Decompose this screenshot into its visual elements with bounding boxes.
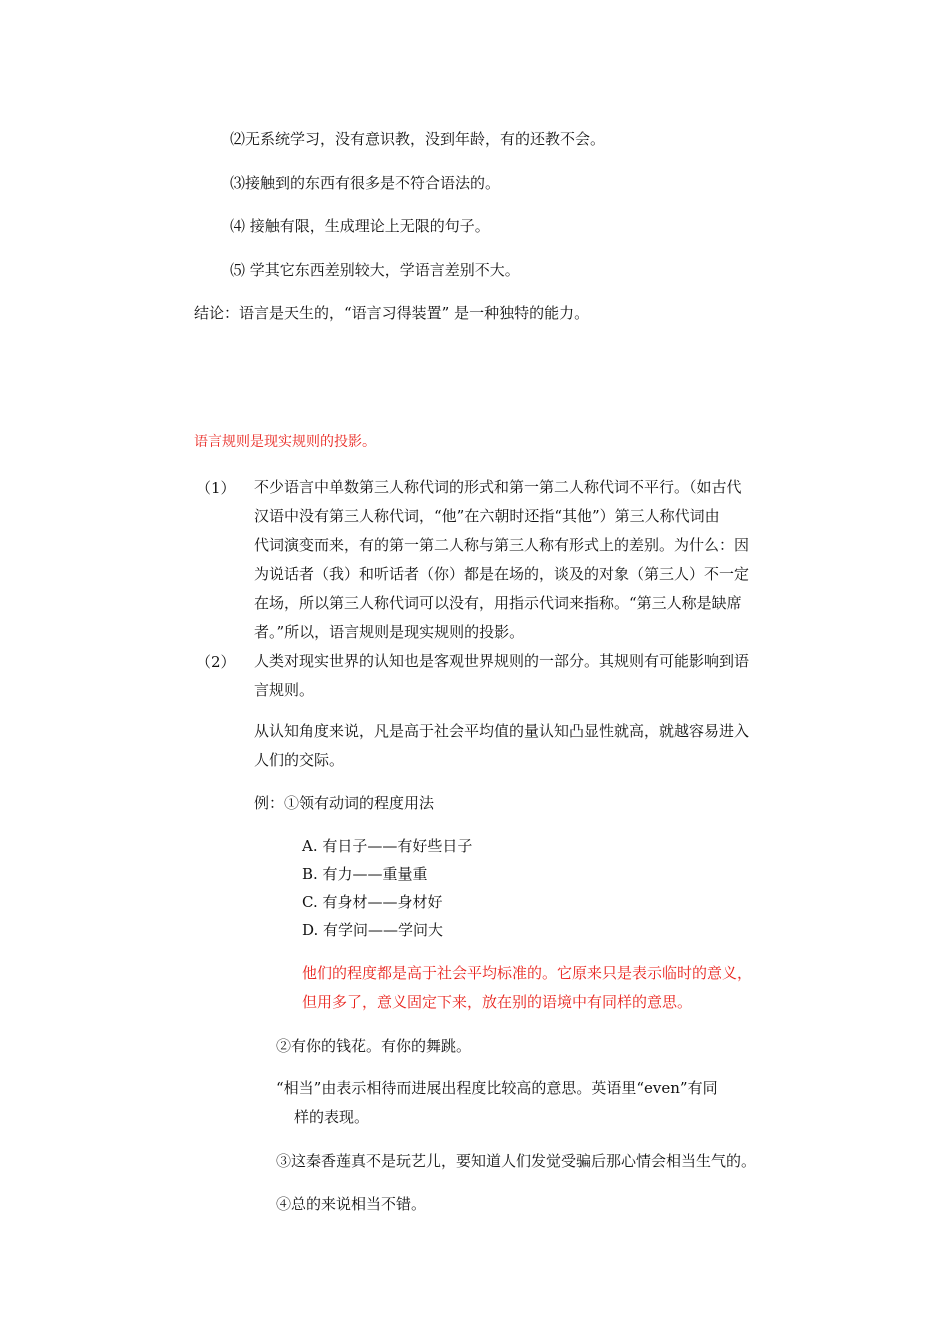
example-4: ④总的来说相当不错。 — [276, 1195, 427, 1213]
example-2: ②有你的钱花。有你的舞跳。 — [276, 1037, 472, 1055]
point-1-paragraph — [254, 473, 749, 647]
red-note-line: 他们的程度都是高于社会平均标准的。它原来只是表示临时的意义， — [302, 964, 753, 982]
option-a: A. 有日子——有好些日子 — [302, 837, 473, 855]
point-2-number: （2） — [196, 653, 236, 671]
conclusion: 结论：语言是天生的，“语言习得装置” 是一种独特的能力。 — [194, 304, 590, 322]
list-item-4: ⑷ 接触有限，生成理论上无限的句子。 — [230, 217, 490, 235]
point-1-line: 汉语中没有第三人称代词，“他”在六朝时还指“其他”）第三人称代词由 — [254, 507, 720, 525]
option-c: C. 有身材——身材好 — [302, 893, 443, 911]
cognition-line: 人们的交际。 — [254, 751, 345, 769]
list-item-5: ⑸ 学其它东西差别较大，学语言差别不大。 — [230, 261, 520, 279]
xiangdang-line: 样的表现。 — [294, 1108, 370, 1126]
example-heading: 例：①领有动词的程度用法 — [254, 794, 435, 812]
point-1-line: 不少语言中单数第三人称代词的形式和第一第二人称代词不平行。（如古代 — [254, 478, 742, 496]
point-2-line: 言规则。 — [254, 681, 315, 699]
point-1-line: 者。”所以，语言规则是现实规则的投影。 — [254, 623, 525, 641]
xiangdang-paragraph — [276, 1074, 718, 1132]
point-1-line: 为说话者（我）和听话者（你）都是在场的，谈及的对象（第三人）不一定 — [254, 565, 750, 583]
point-1-line: 代词演变而来，有的第一第二人称与第三人称有形式上的差别。为什么：因 — [254, 536, 750, 554]
point-1-number: （1） — [196, 479, 236, 497]
red-note — [302, 959, 752, 1017]
option-b: B. 有力——重量重 — [302, 865, 428, 883]
point-1-line: 在场，所以第三人称代词可以没有，用指示代词来指称。“第三人称是缺席 — [254, 594, 742, 612]
xiangdang-line: “相当”由表示相待而进展出程度比较高的意思。英语里“even”有同 — [276, 1079, 718, 1097]
options-list — [302, 832, 472, 944]
section-heading: 语言规则是现实规则的投影。 — [194, 434, 376, 450]
point-2-paragraph — [254, 647, 749, 705]
list-item-2: ⑵无系统学习，没有意识教，没到年龄，有的还教不会。 — [230, 130, 606, 148]
list-item-3: ⑶接触到的东西有很多是不符合语法的。 — [230, 174, 501, 192]
point-2-line: 人类对现实世界的认知也是客观世界规则的一部分。其规则有可能影响到语 — [254, 652, 750, 670]
example-3: ③这秦香莲真不是玩艺儿，要知道人们发觉受骗后那心情会相当生气的。 — [276, 1152, 757, 1170]
cognition-paragraph — [254, 717, 749, 775]
cognition-line: 从认知角度来说，凡是高于社会平均值的量认知凸显性就高，就越容易进入 — [254, 722, 750, 740]
option-d: D. 有学问——学问大 — [302, 921, 444, 939]
red-note-line: 但用多了，意义固定下来，放在别的语境中有同样的意思。 — [302, 993, 693, 1011]
